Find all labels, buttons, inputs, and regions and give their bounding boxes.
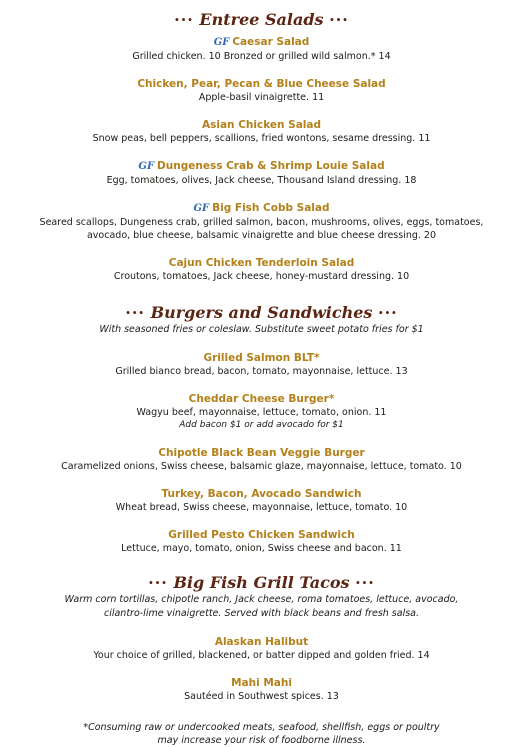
item-name: Asian Chicken Salad (202, 119, 321, 131)
section-title: ··· Big Fish Grill Tacos ··· (148, 573, 375, 592)
item-description: Croutons, tomatoes, Jack cheese, honey-mustard dressing. 10 (113, 271, 410, 282)
section-note-continued: cilantro-lime vinaigrette. Served with black beans and fresh salsa. (103, 608, 420, 619)
section-title: ··· Entree Salads ··· (174, 10, 349, 29)
menu-item-turkey-sandwich (0, 487, 523, 514)
menu-item-mahi-mahi (0, 676, 523, 703)
footnote-line: *Consuming raw or undercooked meats, seafood, shellfish, eggs or poultry (83, 722, 440, 733)
menu-item-veggie-burger (0, 446, 523, 473)
gluten-free-icon: GF (193, 203, 210, 214)
item-name: Mahi Mahi (231, 677, 292, 689)
section-entree-salads (0, 10, 523, 283)
item-description: Egg, tomatoes, olives, Jack cheese, Thousand Island dressing. 18 (106, 175, 417, 186)
item-name: Turkey, Bacon, Avocado Sandwich (161, 488, 362, 500)
item-description: Grilled bianco bread, bacon, tomato, mayonnaise, lettuce. 13 (115, 366, 408, 377)
section-tacos (0, 573, 523, 703)
item-description: Lettuce, mayo, tomato, onion, Swiss cheese and bacon. 11 (121, 543, 402, 554)
item-description: Caramelized onions, Swiss cheese, balsamic glaze, mayonnaise, lettuce, tomato. 10 (61, 461, 462, 472)
item-name: Cajun Chicken Tenderloin Salad (168, 257, 355, 269)
item-description: Wheat bread, Swiss cheese, mayonnaise, lettuce, tomato. 10 (115, 502, 408, 513)
item-description: Grilled chicken. 10 Bronzed or grilled wild salmon.* 14 (132, 51, 391, 62)
menu-item-asian-chicken-salad (0, 118, 523, 145)
item-addon-note: Add bacon $1 or add avocado for $1 (179, 420, 344, 430)
item-description: Your choice of grilled, blackened, or batter dipped and golden fried. 14 (93, 650, 430, 661)
menu-item-alaskan-halibut (0, 635, 523, 662)
item-name: Dungeness Crab & Shrimp Louie Salad (157, 160, 385, 172)
menu-item-crab-louie-salad (0, 159, 523, 187)
item-description-continued: avocado, blue cheese, balsamic vinaigrette and blue cheese dressing. 20 (86, 230, 437, 241)
item-name: Big Fish Cobb Salad (212, 202, 330, 214)
section-note: Warm corn tortillas, chipotle ranch, Jack cheese, roma tomatoes, lettuce, avocado, (64, 594, 459, 605)
menu-item-cobb-salad (0, 201, 523, 242)
item-name: Caesar Salad (232, 36, 310, 48)
section-title: ··· Burgers and Sandwiches ··· (125, 303, 398, 322)
health-warning-footnote (0, 721, 523, 747)
item-name: Chipotle Black Bean Veggie Burger (158, 447, 365, 459)
item-description: Sautéed in Southwest spices. 13 (184, 691, 339, 702)
gluten-free-icon: GF (138, 161, 155, 172)
item-name: Grilled Salmon BLT* (203, 352, 320, 364)
menu-item-salmon-blt (0, 351, 523, 378)
item-description: Apple-basil vinaigrette. 11 (198, 92, 325, 103)
footnote-line: may increase your risk of foodborne illness. (157, 735, 366, 746)
menu-item-caesar-salad (0, 35, 523, 63)
item-name: Cheddar Cheese Burger* (188, 393, 335, 405)
gluten-free-icon: GF (213, 37, 230, 48)
menu-item-pesto-chicken-sandwich (0, 528, 523, 555)
item-name: Alaskan Halibut (214, 636, 309, 648)
item-name: Grilled Pesto Chicken Sandwich (168, 529, 355, 541)
item-name: Chicken, Pear, Pecan & Blue Cheese Salad (137, 78, 386, 90)
item-description: Seared scallops, Dungeness crab, grilled salmon, bacon, mushrooms, olives, eggs, tomatoes, (39, 217, 484, 228)
menu-item-cheddar-burger (0, 392, 523, 432)
section-burgers-sandwiches (0, 303, 523, 555)
menu-item-cajun-chicken-salad (0, 256, 523, 283)
menu-item-chicken-pear-salad (0, 77, 523, 104)
item-description: Snow peas, bell peppers, scallions, fried wontons, sesame dressing. 11 (92, 133, 431, 144)
section-note: With seasoned fries or coleslaw. Substitute sweet potato fries for $1 (99, 324, 424, 335)
item-description: Wagyu beef, mayonnaise, lettuce, tomato, onion. 11 (136, 407, 387, 418)
